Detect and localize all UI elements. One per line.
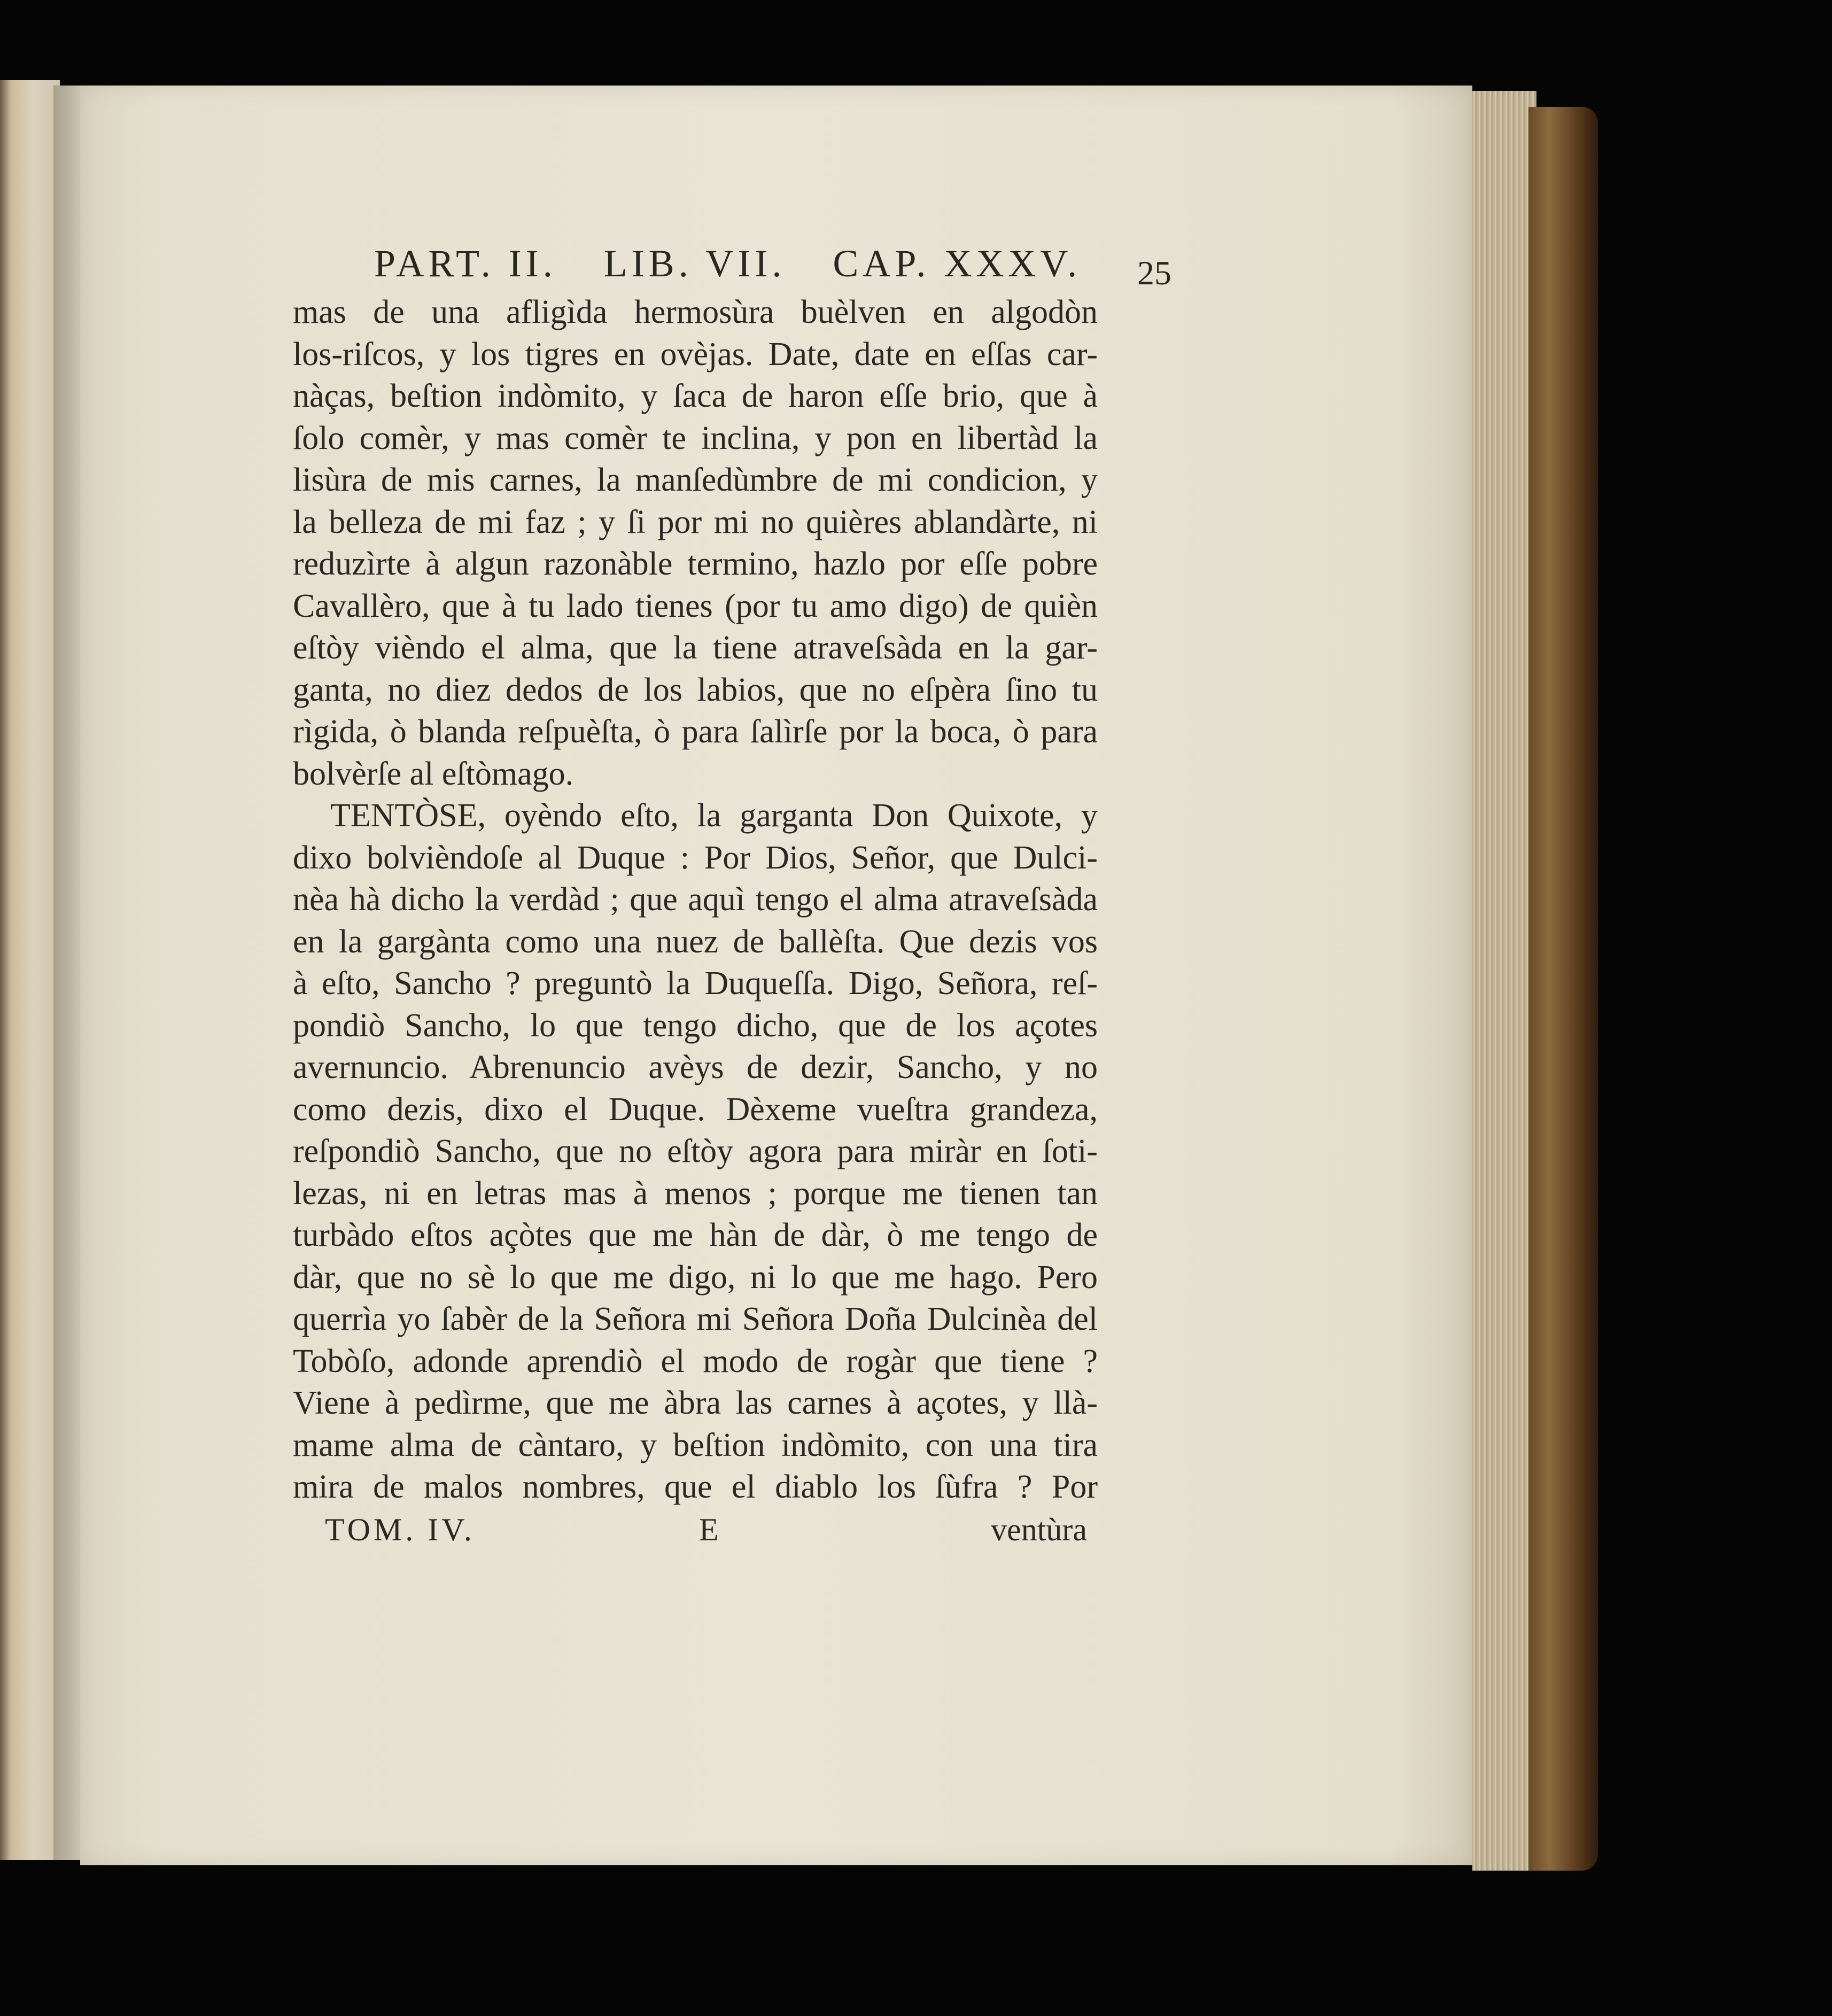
text-line: rìgida, ò blanda reſpuèſta, ò para ſalìrſe por la boca, ò para xyxy=(293,714,1098,750)
text-line: turbàdo eſtos açòtes que me hàn de dàr, ò me tengo de xyxy=(293,1217,1098,1253)
text-line: Tobòſo, adonde aprendiò el modo de rogàr que tiene ? xyxy=(293,1343,1098,1379)
text-line: en la gargànta como una nuez de ballèſta. Que dezis vos xyxy=(293,923,1098,960)
text-line: dixo bolvièndoſe al Duque : Por Dios, Señor, que Dulci- xyxy=(293,839,1098,876)
running-head xyxy=(374,242,1114,286)
text-line: dàr, que no sè lo que me digo, ni lo que me hago. Pero xyxy=(293,1259,1098,1296)
text-line: lisùra de mis carnes, la manſedùmbre de mi condicion, y xyxy=(293,462,1098,498)
text-line: Cavallèro, que à tu lado tienes (por tu amo digo) de quièn xyxy=(293,587,1098,624)
body-text xyxy=(293,291,1098,1508)
text-line: eſtòy vièndo el alma, que la tiene atraveſsàda en la gar- xyxy=(293,630,1098,666)
paragraph-start-line: TENTÒSE, oyèndo eſto, la garganta Don Quixote, y xyxy=(330,797,1098,834)
running-head-cap: CAP. XXXV. xyxy=(833,242,1082,285)
text-line: mame alma de càntaro, y beſtion indòmito, con una tira xyxy=(293,1426,1098,1463)
text-line: lezas, ni en letras mas à menos ; porque me tienen tan xyxy=(293,1175,1098,1212)
text-line: ganta, no diez dedos de los labios, que no eſpèra ſino tu xyxy=(293,671,1098,708)
text-line: ſolo comèr, y mas comèr te inclina, y pon en libertàd la xyxy=(293,420,1098,456)
text-line: nèa hà dicho la verdàd ; que aquì tengo el alma atraveſsàda xyxy=(293,881,1098,918)
text-line: reduzìrte à algun razonàble termino, hazlo por eſſe pobre xyxy=(293,546,1098,582)
text-line: pondiò Sancho, lo que tengo dicho, que de los açotes xyxy=(293,1007,1098,1044)
text-line: à eſto, Sancho ? preguntò la Duqueſſa. Digo, Señora, reſ- xyxy=(293,965,1098,1002)
text-line: bolvèrſe al eſtòmago. xyxy=(293,755,574,792)
leather-binding xyxy=(1528,107,1598,1871)
text-line: querrìa yo ſabèr de la Señora mi Señora Doña Dulcinèa del xyxy=(293,1301,1098,1337)
running-head-lib: LIB. VII. xyxy=(603,242,786,285)
text-line: los-riſcos, y los tigres en ovèjas. Date, date en eſſas car- xyxy=(293,336,1098,373)
page-footer xyxy=(325,1511,1087,1554)
text-line: como dezis, dixo el Duque. Dèxeme vueſtra grandeza, xyxy=(293,1091,1098,1128)
previous-page-edge xyxy=(0,80,60,1860)
signature-mark: E xyxy=(699,1512,719,1547)
volume-mark: TOM. IV. xyxy=(325,1512,475,1547)
text-line: avernuncio. Abrenuncio avèys de dezir, Sancho, y no xyxy=(293,1049,1098,1085)
text-line: mira de malos nombres, que el diablo los ſùfra ? Por xyxy=(293,1469,1098,1505)
text-line: Viene à pedìrme, que me àbra las carnes à açotes, y llà- xyxy=(293,1385,1098,1421)
catchword: ventùra xyxy=(991,1512,1087,1547)
text-line: nàças, beſtion indòmito, y ſaca de haron eſſe brio, que à xyxy=(293,378,1098,414)
running-head-part: PART. II. xyxy=(374,242,557,285)
page-number: 25 xyxy=(1137,254,1171,292)
text-line: reſpondiò Sancho, que no eſtòy agora para miràr en ſoti- xyxy=(293,1133,1098,1169)
text-line: la belleza de mi faz ; y ſi por mi no quières ablandàrte, ni xyxy=(293,503,1098,540)
page-fore-edge xyxy=(1472,91,1536,1871)
text-line: mas de una afligìda hermosùra buèlven en algodòn xyxy=(293,294,1098,330)
